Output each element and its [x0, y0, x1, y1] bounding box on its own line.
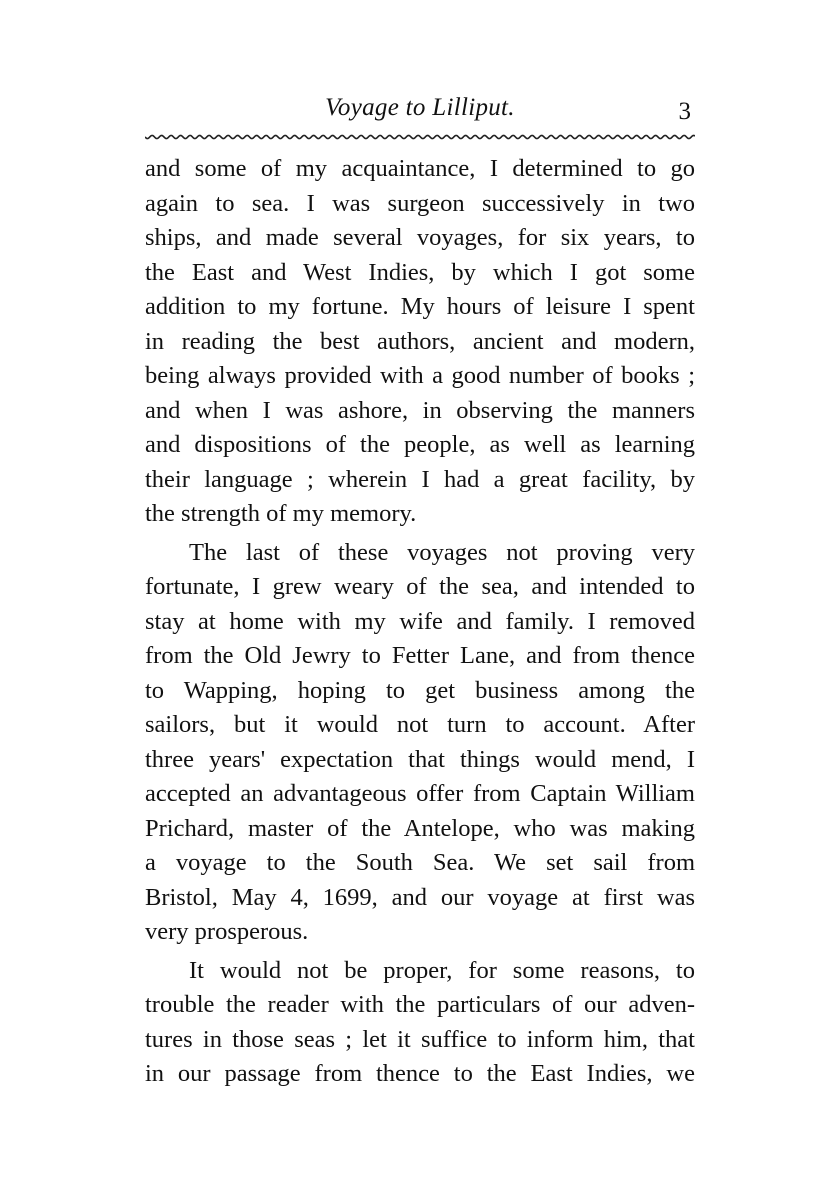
- text-line: the strength of my memory.: [145, 500, 417, 527]
- text-line: and some of my acquaintance, I determined to go: [145, 155, 695, 182]
- body-text: [145, 152, 695, 1092]
- running-title: Voyage to Lilliput.: [325, 94, 515, 121]
- text-line: accepted an advantageous offer from Captain William: [145, 780, 695, 807]
- text-line: fortunate, I grew weary of the sea, and intended to: [145, 573, 695, 600]
- text-line: being always provided with a good number of books ;: [145, 362, 695, 389]
- text-line: a voyage to the South Sea. We set sail from: [145, 849, 695, 876]
- text-line: and dispositions of the people, as well as learning: [145, 431, 695, 458]
- text-line: to Wapping, hoping to get business among the: [145, 676, 695, 704]
- text-line: Bristol, May 4, 1699, and our voyage at first was: [145, 883, 695, 911]
- page-number: 3: [678, 98, 691, 125]
- text-line: tures in those seas ; let it suffice to inform him, that: [145, 1025, 695, 1053]
- text-line: sailors, but it would not turn to account. After: [145, 711, 695, 738]
- text-line: addition to my fortune. My hours of leisure I spent: [145, 293, 695, 320]
- text-line: trouble the reader with the particulars of our adven-: [145, 991, 695, 1018]
- text-line: the East and West Indies, by which I got some: [145, 258, 695, 286]
- text-line: from the Old Jewry to Fetter Lane, and from thence: [145, 642, 695, 669]
- text-line: very prosperous.: [145, 918, 309, 945]
- wavy-header-rule: [145, 134, 695, 140]
- text-line: Prichard, master of the Antelope, who was making: [145, 814, 695, 842]
- text-line: three years' expectation that things would mend, I: [145, 745, 695, 773]
- text-line: stay at home with my wife and family. I removed: [145, 607, 695, 635]
- text-line: It would not be proper, for some reasons, to: [189, 956, 695, 984]
- text-line: again to sea. I was surgeon successively in two: [145, 189, 695, 217]
- text-line: their language ; wherein I had a great facility, by: [145, 465, 695, 493]
- page-header: [145, 92, 695, 132]
- text-line: in reading the best authors, ancient and modern,: [145, 327, 695, 355]
- text-line: ships, and made several voyages, for six years, to: [145, 224, 695, 251]
- text-line: The last of these voyages not proving very: [189, 538, 695, 566]
- text-line: in our passage from thence to the East Indies, we: [145, 1060, 695, 1087]
- text-line: and when I was ashore, in observing the manners: [145, 396, 695, 424]
